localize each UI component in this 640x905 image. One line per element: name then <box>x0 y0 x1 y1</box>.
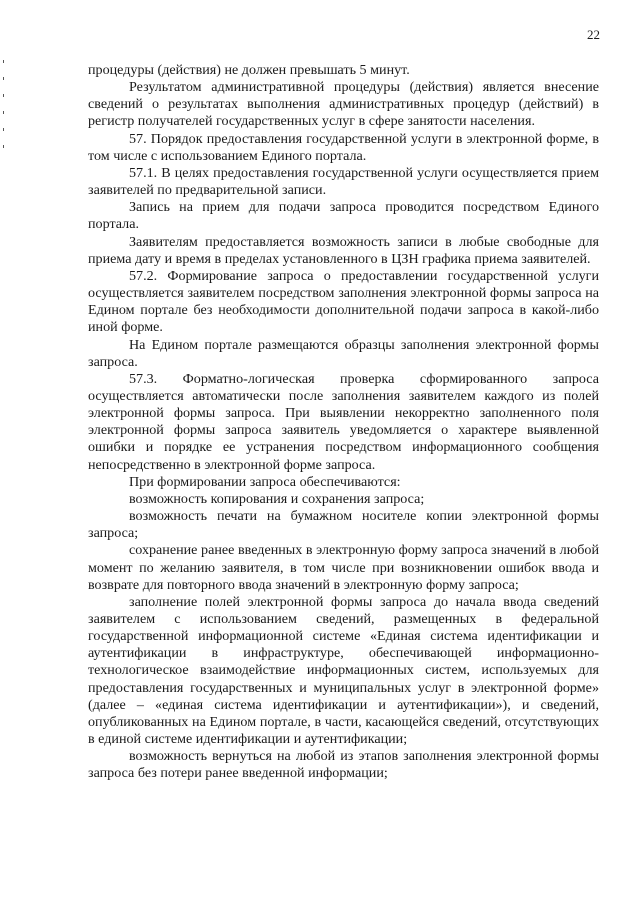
list-item-saving: сохранение ранее введенных в электронную форму запроса значений в любой момент по желанию заявителя, в том числе при возникновении ошибок ввода и возврате для повторного ввода значений в электронную форму запроса; <box>88 542 599 593</box>
paragraph-57-3: 57.3. Форматно-логическая проверка сформированного запроса осуществляется автоматически после заполнения заявителем каждого из полей электронной формы запроса. При выявлении некорректно заполненного поля электронной формы запроса заявитель уведомляется о характере выявленной ошибки и порядке ее устранения посредством информационного сообщения непосредственно в электронной форме запроса. <box>88 370 599 473</box>
document-body <box>88 62 599 783</box>
paragraph-57-2: 57.2. Формирование запроса о предоставлении государственной услуги осуществляется заявителем посредством заполнения электронной формы запроса на Едином портале без необходимости дополнительной подачи запроса в какой-либо иной форме. <box>88 267 599 336</box>
list-item-copying: возможность копирования и сохранения запроса; <box>129 490 425 507</box>
paragraph-samples: На Едином портале размещаются образцы заполнения электронной формы запроса. <box>88 336 599 370</box>
paragraph-57-1: 57.1. В целях предоставления государственной услуги осуществляется прием заявителей по предварительной записи. <box>88 164 599 199</box>
list-item-return: возможность вернуться на любой из этапов заполнения электронной формы запроса без потери ранее введенной информации; <box>88 748 599 782</box>
list-item-autofill: заполнение полей электронной формы запроса до начала ввода сведений заявителем с использованием сведений, размещенных в федеральной государственной информационной системе «Единая система идентификации и аутентификации в инфраструктуре, обеспечивающей информационно-технологическое взаимодействие информационных систем, используемых для предоставления государственных и муниципальных услуг в электронной форме» (далее – «единая система идентификации и аутентификации»), и сведений, опубликованных на Едином портале, в части, касающейся сведений, отсутствующих в единой системе идентификации и аутентификации; <box>88 593 599 748</box>
paragraph-appointment: Запись на прием для подачи запроса проводится посредством Единого портала. <box>88 199 599 233</box>
paragraph-applicants-booking: Заявителям предоставляется возможность записи в любые свободные для приема дату и время в пределах установленного в ЦЗН графика приема заявителей. <box>88 233 599 267</box>
paragraph-provisions-intro: При формировании запроса обеспечиваются: <box>129 473 401 490</box>
paragraph-57: 57. Порядок предоставления государственной услуги в электронной форме, в том числе с использованием Единого портала. <box>88 130 599 164</box>
page-number: 22 <box>587 27 600 42</box>
list-item-printing: возможность печати на бумажном носителе копии электронной формы запроса; <box>88 508 599 542</box>
paragraph-continuation: процедуры (действия) не должен превышать 5 минут. <box>88 62 410 78</box>
paragraph-result: Результатом административной процедуры (действия) является внесение сведений о результатах выполнения административных процедур (действий) в регистр получателей государственных услуг в сфере занятости населения. <box>88 79 599 130</box>
margin-marks <box>2 60 6 162</box>
